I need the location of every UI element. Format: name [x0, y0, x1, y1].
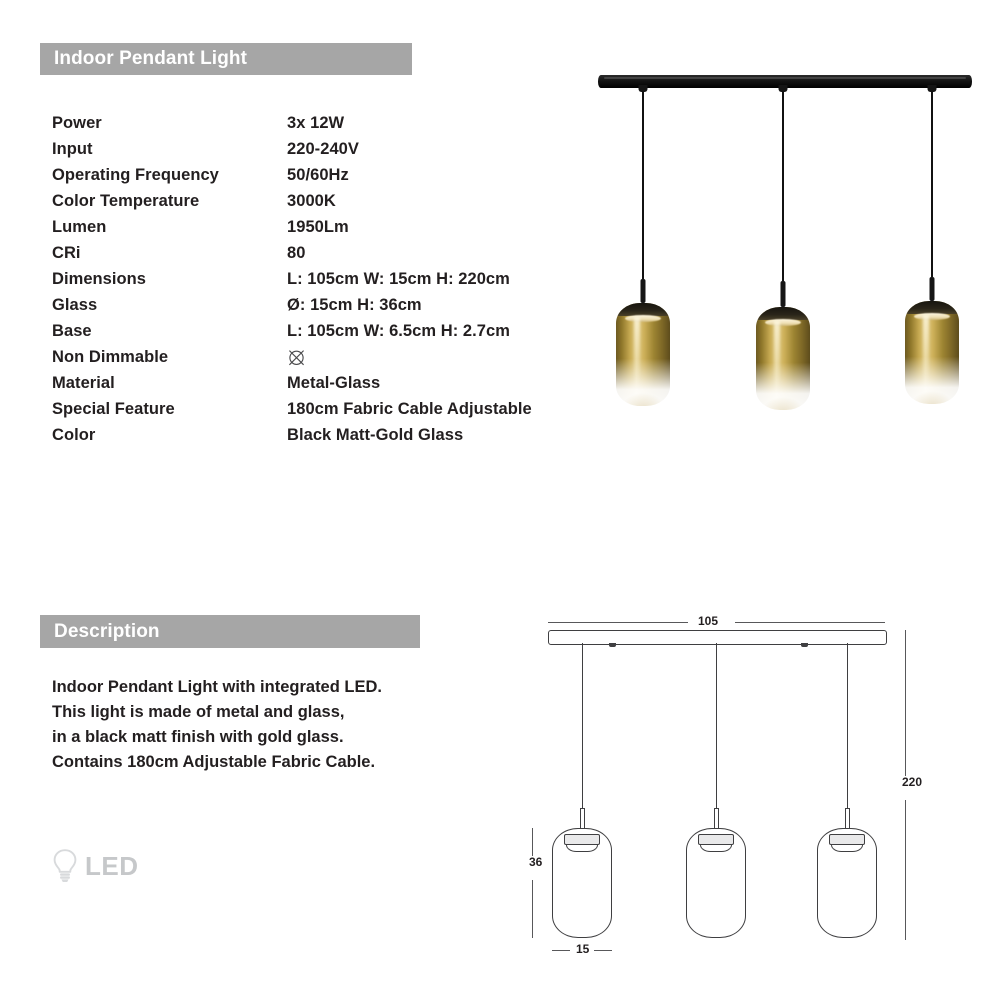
dimension-line-glass-height-lower	[532, 880, 533, 938]
shade-highlight	[914, 313, 950, 320]
spec-row-color-temperature	[52, 188, 572, 214]
pendant-cable	[782, 91, 784, 281]
dimension-line-glass-width-left	[552, 950, 570, 951]
technical-drawing	[520, 600, 990, 980]
spec-row-dimensions	[52, 266, 572, 292]
shade-highlight	[625, 315, 661, 322]
spec-row-lumen	[52, 214, 572, 240]
dimension-label-glass-height: 36	[525, 856, 546, 869]
spec-label-input: Input	[52, 139, 93, 158]
shade-highlight	[765, 319, 801, 326]
glass-shade	[616, 303, 670, 406]
drawing-screw	[609, 643, 616, 647]
dimension-line-glass-height-upper	[532, 828, 533, 858]
spec-label-dimensions: Dimensions	[52, 269, 147, 288]
drawing-shade-lip	[831, 845, 863, 852]
spec-label-operating-frequency: Operating Frequency	[52, 165, 219, 184]
drawing-cable	[847, 643, 848, 820]
spec-row-material	[52, 370, 572, 396]
pendant-cable-lower	[641, 279, 646, 303]
shade-glow	[756, 384, 810, 410]
spec-value-lumen: 1950Lm	[287, 217, 349, 236]
description-line: Indoor Pendant Light with integrated LED.	[52, 678, 382, 696]
spec-label-glass: Glass	[52, 295, 98, 314]
spec-row-base	[52, 318, 572, 344]
spec-label-non-dimmable: Non Dimmable	[52, 347, 169, 366]
shade-sheen	[634, 317, 640, 388]
drawing-cable	[716, 643, 717, 820]
description-body	[52, 675, 482, 775]
drawing-screw	[801, 643, 808, 647]
spec-value-color: Black Matt-Gold Glass	[287, 425, 464, 444]
spec-row-glass	[52, 292, 572, 318]
spec-section-title: Indoor Pendant Light	[54, 48, 248, 69]
spec-label-color: Color	[52, 425, 96, 444]
spec-value-input: 220-240V	[287, 139, 359, 158]
drawing-shade-cap	[698, 834, 734, 845]
spec-row-cri	[52, 240, 572, 266]
spec-row-input	[52, 136, 572, 162]
dimension-line-length-right	[735, 622, 885, 623]
spec-value-power: 3x 12W	[287, 113, 345, 132]
light-bulb-icon	[52, 848, 78, 884]
pendant-cable-lower	[930, 277, 935, 301]
spec-label-color-temperature: Color Temperature	[52, 191, 200, 210]
spec-label-base: Base	[52, 321, 92, 340]
spec-value-color-temperature: 3000K	[287, 191, 336, 210]
shade-sheen	[774, 321, 780, 392]
dimension-label-length: 105	[694, 615, 722, 628]
spec-row-color	[52, 422, 572, 448]
spec-label-material: Material	[52, 373, 115, 392]
spec-value-material: Metal-Glass	[287, 373, 381, 392]
drawing-shade-lip	[700, 845, 732, 852]
led-badge-label: LED	[85, 850, 139, 881]
description-line: in a black matt finish with gold glass.	[52, 728, 344, 746]
spec-label-power: Power	[52, 113, 102, 132]
dimension-line-length-left	[548, 622, 688, 623]
drawing-cable	[582, 643, 583, 820]
drawing-shade-cap	[829, 834, 865, 845]
spec-value-cri: 80	[287, 243, 306, 262]
spec-row-non-dimmable	[52, 344, 572, 370]
description-line: Contains 180cm Adjustable Fabric Cable.	[52, 753, 376, 771]
spec-value-operating-frequency: 50/60Hz	[287, 165, 349, 184]
glass-shade	[905, 301, 959, 404]
description-section-header	[40, 615, 420, 648]
glass-shade	[756, 307, 810, 410]
description-line: This light is made of metal and glass,	[52, 703, 345, 721]
product-photo	[560, 55, 1000, 455]
spec-row-operating-frequency	[52, 162, 572, 188]
dimension-line-height-upper	[905, 630, 906, 778]
drawing-shade	[686, 828, 746, 938]
dimension-line-glass-width-right	[594, 950, 612, 951]
drawing-shade	[552, 828, 612, 938]
drawing-shade-lip	[566, 845, 598, 852]
spec-row-special-feature	[52, 396, 572, 422]
pendant-cable-lower	[781, 281, 786, 307]
shade-sheen	[923, 315, 929, 386]
spec-section-header	[40, 43, 412, 75]
spec-value-base: L: 105cm W: 6.5cm H: 2.7cm	[287, 321, 510, 340]
spec-label-cri: CRi	[52, 243, 81, 262]
led-badge	[52, 848, 139, 884]
pendant-cable	[642, 91, 644, 279]
spec-value-special-feature: 180cm Fabric Cable Adjustable	[287, 399, 532, 418]
pendant-cable	[931, 91, 933, 277]
specification-table	[52, 110, 572, 448]
dimension-label-height: 220	[898, 776, 926, 789]
drawing-canopy	[548, 630, 887, 645]
dimension-label-glass-width: 15	[572, 943, 593, 956]
shade-glow	[905, 378, 959, 404]
spec-label-lumen: Lumen	[52, 217, 107, 236]
spec-label-special-feature: Special Feature	[52, 399, 175, 418]
drawing-shade-cap	[564, 834, 600, 845]
spec-value-dimensions: L: 105cm W: 15cm H: 220cm	[287, 269, 510, 288]
shade-glow	[616, 380, 670, 406]
spec-value-glass: Ø: 15cm H: 36cm	[287, 295, 422, 314]
no-dimmer-icon	[287, 348, 306, 367]
spec-value-non-dimmable	[287, 344, 306, 370]
description-section-title: Description	[54, 620, 160, 642]
spec-row-power	[52, 110, 572, 136]
dimension-line-height-lower	[905, 800, 906, 940]
drawing-shade	[817, 828, 877, 938]
